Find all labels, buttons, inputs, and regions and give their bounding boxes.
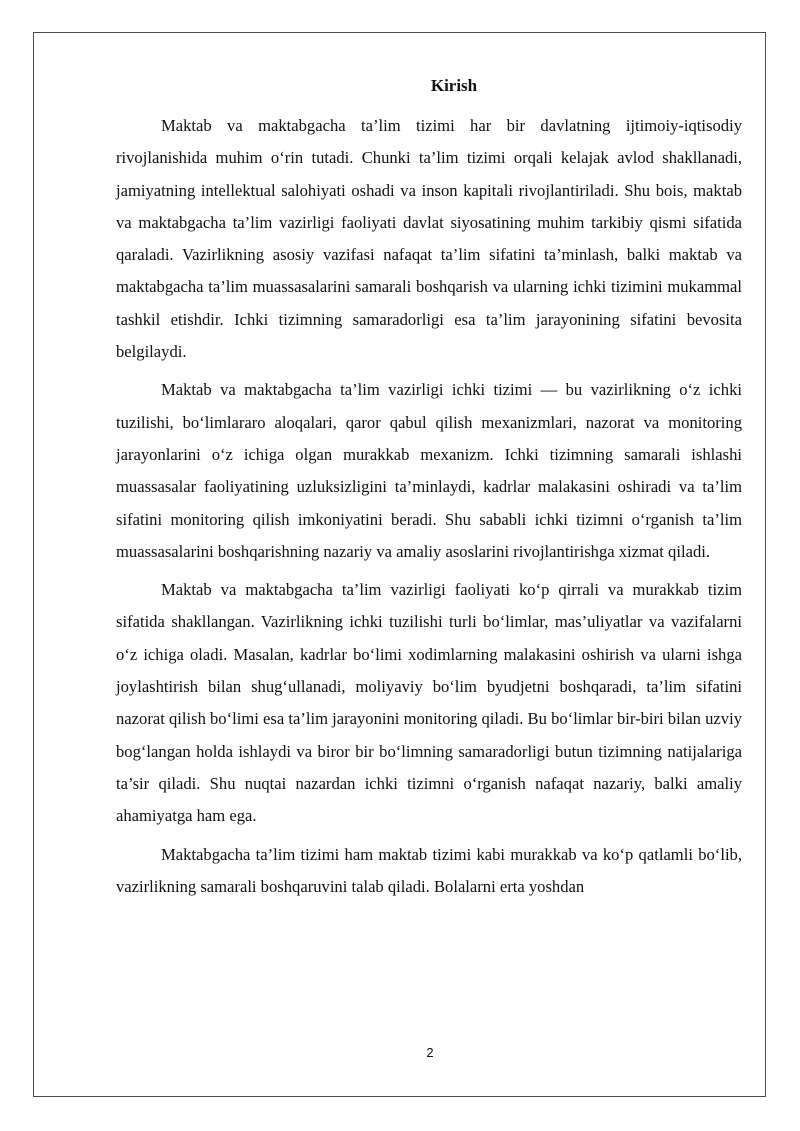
paragraph-1: Maktab va maktabgacha ta’lim tizimi har bir davlatning ijtimoiy-iqtisodiy rivojlanishida muhim o‘rin tutadi. Chunki ta’lim tizimi orqali kelajak avlod shakllanadi, jamiyatning intellektual salohiyati oshadi va inson kapitali rivojlantiriladi. Shu bois, maktab va maktabgacha ta’lim vazirligi faoliyati davlat siyosatining muhim tarkibiy qismi sifatida qaraladi. Vazirlikning asosiy vazifasi nafaqat ta’lim sifatini ta’minlash, balki maktab va maktabgacha ta’lim muassasalarini samarali boshqarish va ularning ichki tizimini mukammal tashkil etishdir. Ichki tizimning samaradorligi esa ta’lim jarayonining sifatini bevosita belgilaydi. <box>116 116 742 362</box>
paragraph-3: Maktab va maktabgacha ta’lim vazirligi faoliyati ko‘p qirrali va murakkab tizim sifatida shakllangan. Vazirlikning ichki tuzilishi turli bo‘limlar, mas’uliyatlar va vazifalarni o‘z ichiga oladi. Masalan, kadrlar bo‘limi xodimlarning malakasini oshirish va ularni ishga joylashtirish bilan shug‘ullanadi, moliyaviy bo‘lim byudjetni boshqaradi, ta’lim sifatini nazorat qilish bo‘limi esa ta’lim jarayonini monitoring qiladi. Bu bo‘limlar bir-biri bilan uzviy bog‘langan holda ishlaydi va biror bir bo‘limning samaradorligi butun tizimning natijalariga ta’sir qiladi. Shu nuqtai nazardan ichki tizimni o‘rganish nafaqat nazariy, balki amaliy ahamiyatga ham ega. <box>116 580 742 826</box>
paragraph-2: Maktab va maktabgacha ta’lim vazirligi ichki tizimi — bu vazirlikning o‘z ichki tuzilishi, bo‘limlararo aloqalari, qaror qabul qilish mexanizmlari, nazorat va monitoring jarayonlarini o‘z ichiga olgan murakkab mexanizm. Ichki tizimning samarali ishlashi muassasalar faoliyatining uzluksizligini ta’minlaydi, kadrlar malakasini oshiradi va ta’lim sifatini monitoring qilish imkoniyatini beradi. Shu sababli ichki tizimni o‘rganish ta’lim muassasalarini boshqarishning nazariy va amaliy asoslarini rivojlantirishga xizmat qiladi. <box>116 380 742 561</box>
section-title: Kirish <box>430 76 478 95</box>
page-number: 2 <box>426 1045 434 1060</box>
paragraph-4: Maktabgacha ta’lim tizimi ham maktab tizimi kabi murakkab va ko‘p qatlamli bo‘lib, vazirlikning samarali boshqaruvini talab qiladi. Bolalarni erta yoshdan <box>116 844 742 896</box>
document-body <box>116 74 742 909</box>
